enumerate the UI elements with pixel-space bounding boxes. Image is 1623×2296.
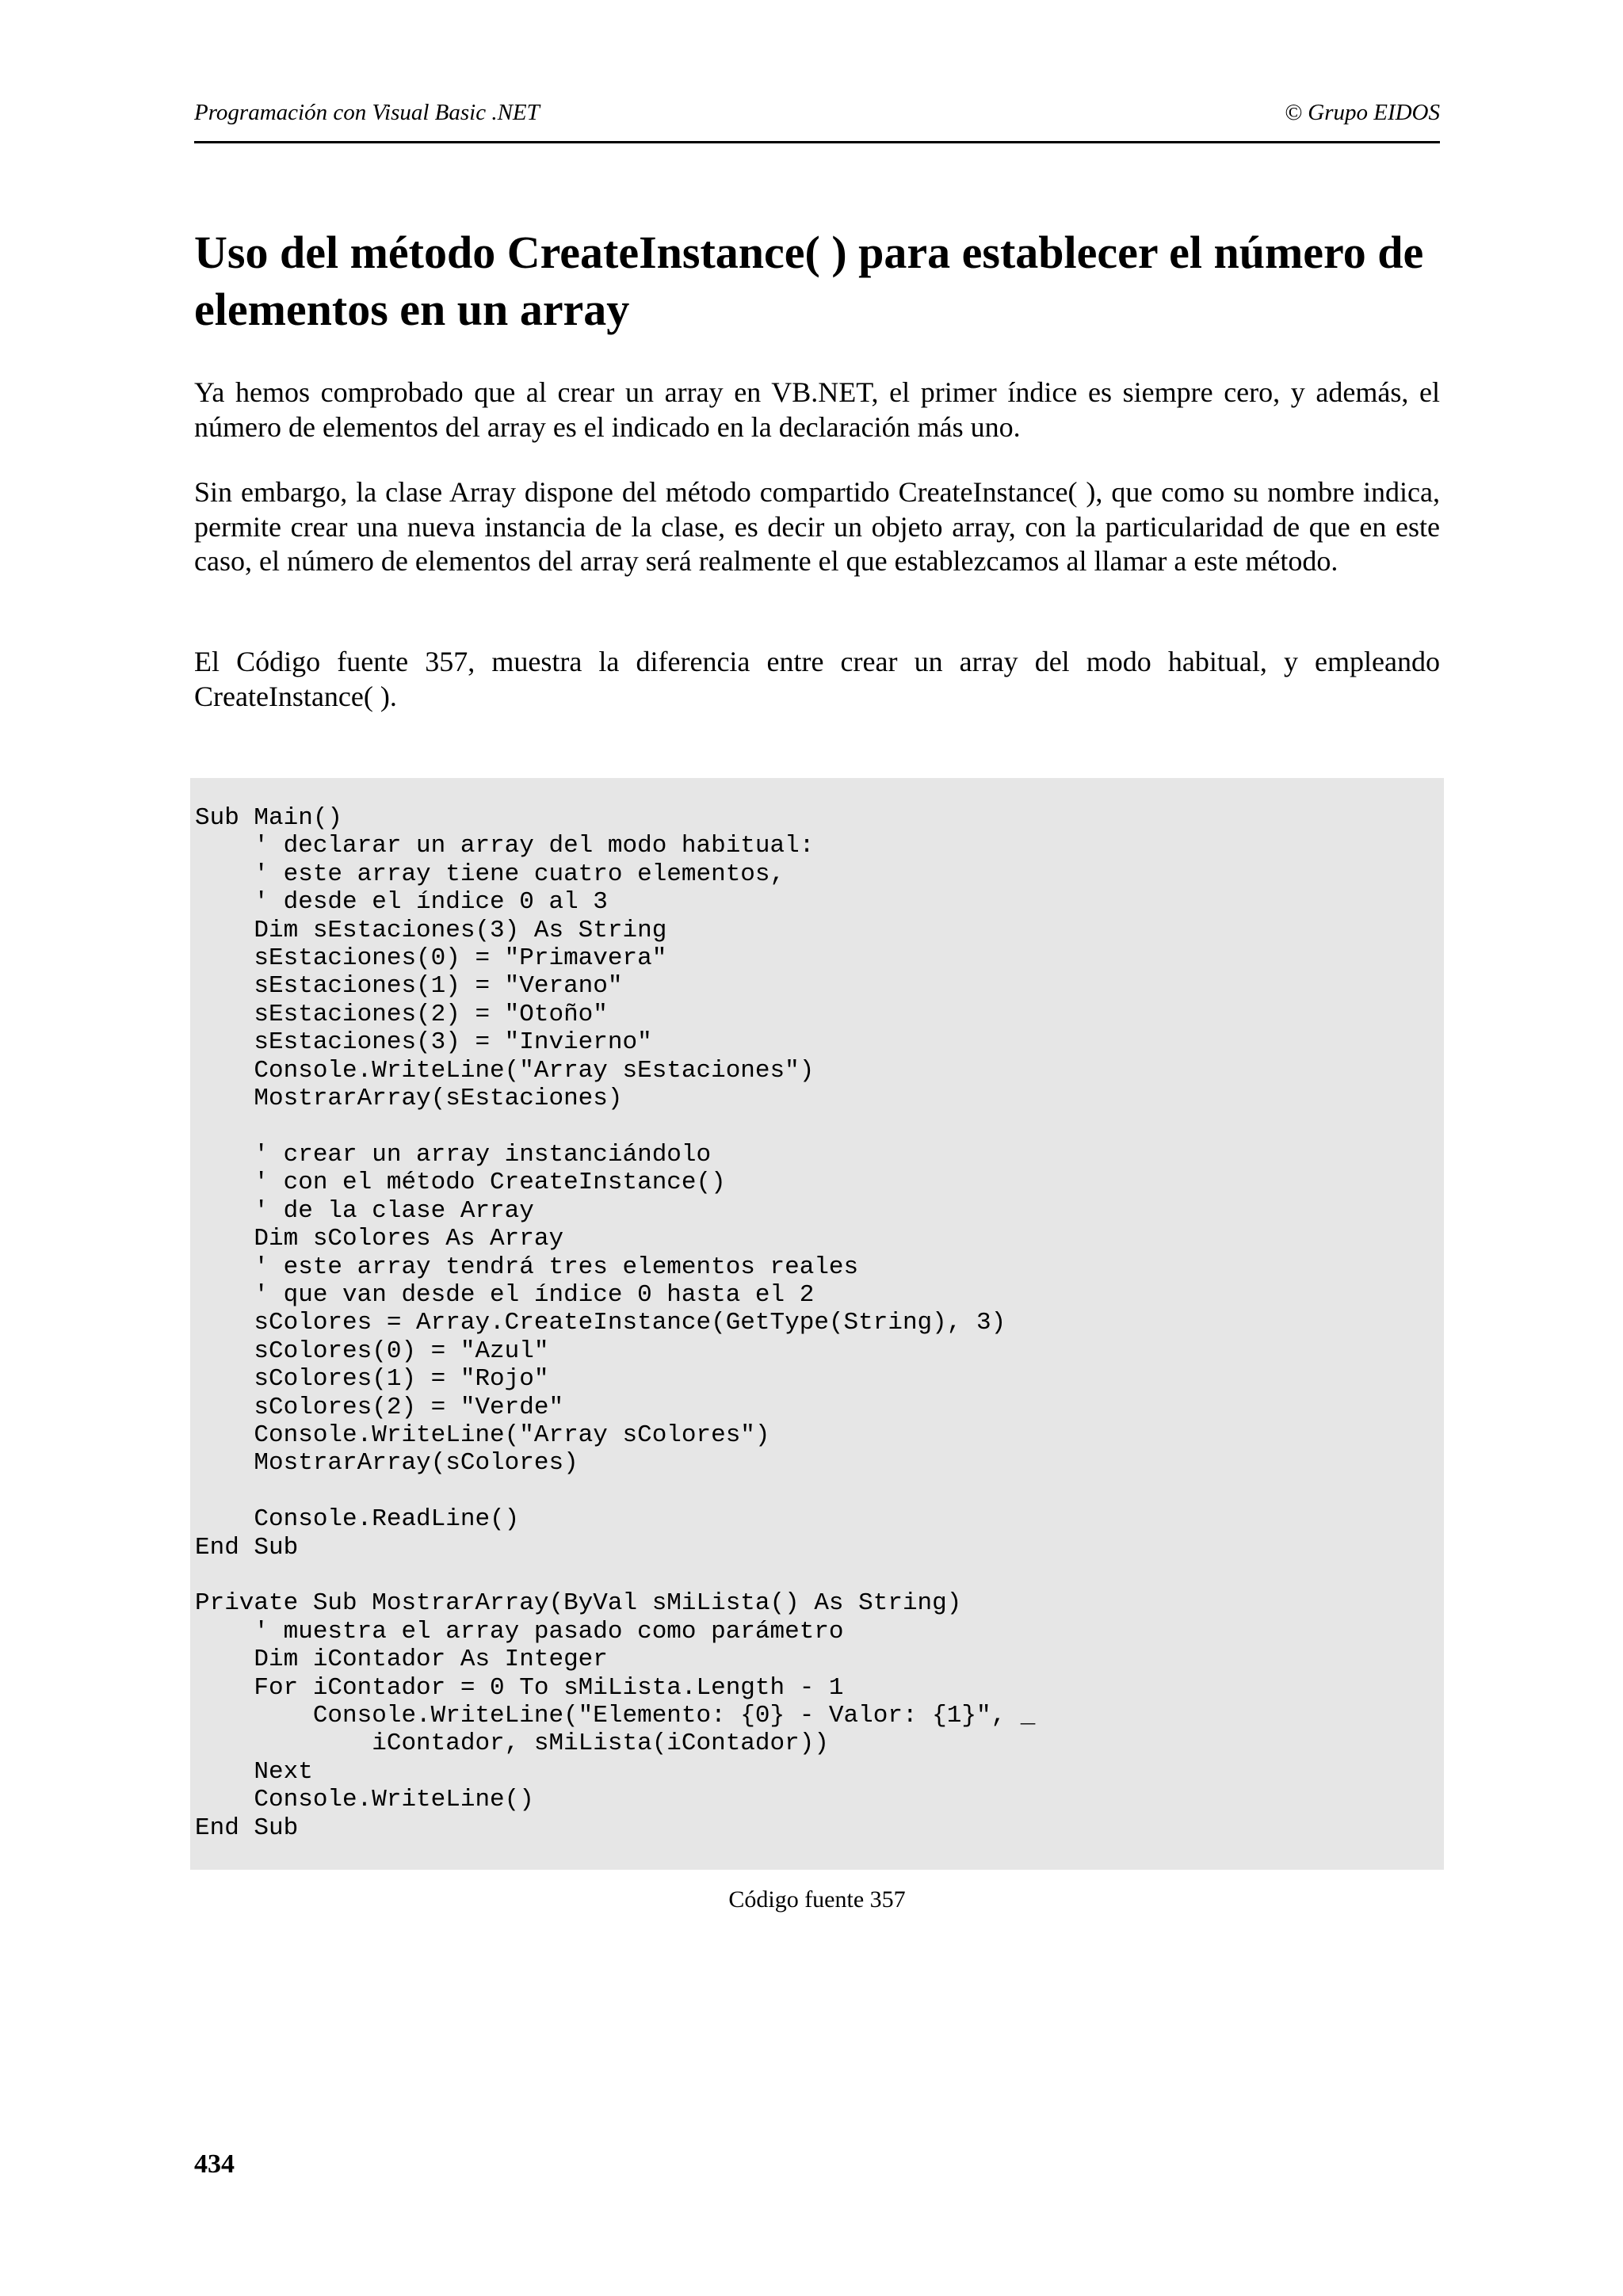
paragraph-2: Sin embargo, la clase Array dispone del método compartido CreateInstance( ), que como su nombre indica, permite crear una nueva instancia de la clase, es decir un objeto array, con la particularidad de que en este caso, el número de elementos del array será realmente el que establezcamos al llamar a este método. [194, 476, 1440, 577]
code-listing [190, 778, 1444, 1870]
page-header [194, 93, 1440, 143]
code-caption: Código fuente 357 [728, 1886, 906, 1913]
page-number: 434 [194, 2149, 235, 2179]
book-title: Programación con Visual Basic .NET [194, 100, 540, 125]
code-text: Sub Main() ' declarar un array del modo habitual: ' este array tiene cuatro elementos, ' desde el índice 0 al 3 Dim sEstaciones(3) As String sEstaciones(0) = "Primavera" sEstaciones(1) = "Verano" sEstaciones(2) = "Otoño" sEstaciones(3) = "Invierno" Console.WriteLine("Array sEstaciones") MostrarArray(sEstaciones) ' crear un array instanciándolo ' con el método CreateInstance() ' de la clase Array Dim sColores As Array ' este array tendrá tres elementos reales ' que van desde el índice 0 hasta el 2 sColores = Array.CreateInstance(GetType(String), 3) sColores(0) = "Azul" sColores(1) = "Rojo" sColores(2) = "Verde" Console.WriteLine("Array sColores") MostrarArray(sColores) Console.ReadLine() End Sub Private Sub MostrarArray(ByVal sMiLista() As String) ' muestra el array pasado como parámetro Dim iContador As Integer For iContador = 0 To sMiLista.Length - 1 Console.WriteLine("Elemento: {0} - Valor: {1}", _ iContador, sMiLista(iContador)) Next Console.WriteLine() End Sub [195, 804, 1036, 1842]
publisher: © Grupo EIDOS [1284, 100, 1440, 125]
section-title: Uso del método CreateInstance( ) para establecer el número de elementos en un array [194, 227, 1424, 335]
paragraph-3: El Código fuente 357, muestra la diferencia entre crear un array del modo habitual, y empleando CreateInstance( ). [194, 646, 1440, 712]
paragraph-1: Ya hemos comprobado que al crear un array en VB.NET, el primer índice es siempre cero, y además, el número de elementos del array es el indicado en la declaración más uno. [194, 376, 1440, 443]
